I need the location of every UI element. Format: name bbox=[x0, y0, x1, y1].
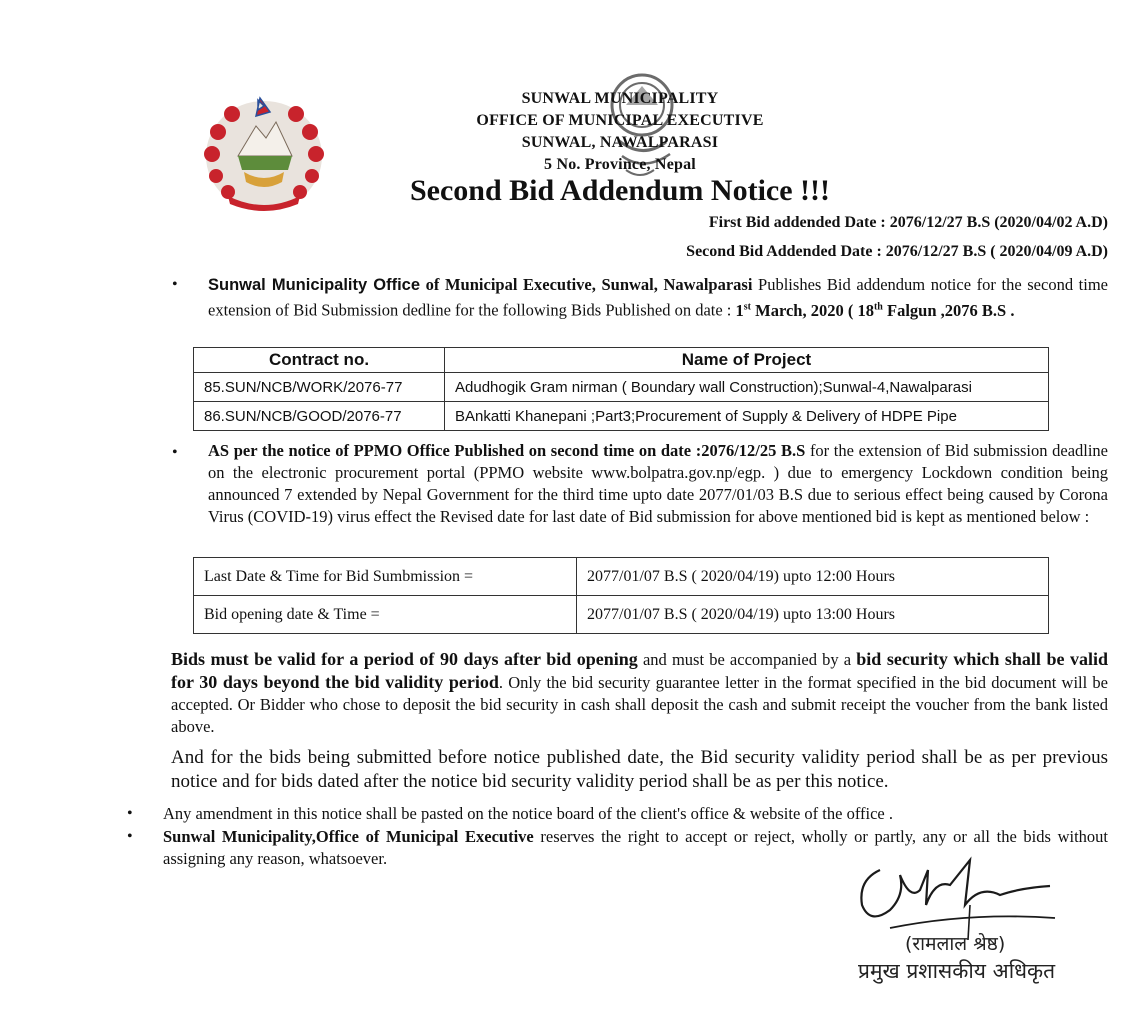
signatory-designation: प्रमुख प्रशासकीय अधिकृत bbox=[858, 959, 1056, 983]
notice-title: Second Bid Addendum Notice !!! bbox=[409, 174, 831, 207]
header-location: SUNWAL, NAWALPARASI bbox=[521, 134, 719, 151]
column-header-project-name: Name of Project bbox=[445, 348, 1049, 373]
table-row bbox=[194, 558, 1049, 596]
para-bid-addendum-intro: Sunwal Municipality Office of Municipal Executive, Sunwal, Nawalparasi Publishes Bid addendum notice for the second time extension of Bid Submission dedline for the following Bids Published on date : 1st March, 2020 ( 18th Falgun ,2076 B.S . bbox=[208, 275, 1109, 320]
para-amendment-notice: Any amendment in this notice shall be pasted on the notice board of the client's office & website of the office . bbox=[163, 804, 893, 823]
contracts-table bbox=[193, 347, 1049, 431]
deadline-value-cell: 2077/01/07 B.S ( 2020/04/19) upto 12:00 Hours bbox=[577, 558, 1049, 596]
table-row bbox=[194, 596, 1049, 634]
column-header-contract-no: Contract no. bbox=[194, 348, 445, 373]
table-header-row bbox=[194, 348, 1049, 373]
first-addended-date: First Bid addended Date : 2076/12/27 B.S (2020/04/02 A.D) bbox=[708, 214, 1108, 231]
deadline-table bbox=[193, 557, 1049, 634]
contract-no-cell: 85.SUN/NCB/WORK/2076-77 bbox=[194, 373, 445, 402]
contract-no-cell: 86.SUN/NCB/GOOD/2076-77 bbox=[194, 402, 445, 431]
bullet-dot: • bbox=[172, 276, 178, 293]
para-ppmo-notice: AS per the notice of PPMO Office Published on second time on date :2076/12/25 B.S for the extension of Bid submission deadline on the electronic procurement portal (PPMO website www.bolpatra.gov.np/egp. ) due to emergency Lockdown condition being announced 7 extended by Nepal Government for the third time upto date 2077/01/03 B.S due to serious effect being caused by Corona Virus (COVID-19) virus effect the Revised date for last date of Bid submission for above mentioned bid is kept as mentioned below : bbox=[208, 441, 1109, 526]
bullet-dot: • bbox=[127, 805, 133, 822]
para-reserves-right: Sunwal Municipality,Office of Municipal Executive reserves the right to accept or reject, wholly or partly, any or all the bids without assigning any reason, whatsoever. bbox=[163, 827, 1108, 868]
header-municipality-name: SUNWAL MUNICIPALITY bbox=[521, 90, 719, 107]
bullet-dot: • bbox=[127, 828, 133, 845]
header-office-name: OFFICE OF MUNICIPAL EXECUTIVE bbox=[476, 112, 764, 129]
nepal-emblem-logo bbox=[198, 92, 330, 214]
signatory-name: (रामलाल श्रेष्ठ) bbox=[905, 933, 1006, 955]
project-name-cell: Adudhogik Gram nirman ( Boundary wall Construction);Sunwal-4,Nawalparasi bbox=[445, 373, 1049, 402]
para-bid-validity: Bids must be valid for a period of 90 days after bid opening and must be accompanied by a bid security which shall be valid for 30 days beyond the bid validity period. Only the bid security guarantee letter in the format specified in the bid document will be accepted. Or Bidder who chose to deposit the bid security in cash shall deposit the cash and submit receipt the voucher from the bank listed above. bbox=[171, 649, 1108, 736]
bullet-dot: • bbox=[172, 444, 178, 461]
deadline-label-cell: Last Date & Time for Bid Sumbmission = bbox=[194, 558, 577, 596]
deadline-value-cell: 2077/01/07 B.S ( 2020/04/19) upto 13:00 Hours bbox=[577, 596, 1049, 634]
table-row bbox=[194, 402, 1049, 431]
project-name-cell: BAnkatti Khanepani ;Part3;Procurement of Supply & Delivery of HDPE Pipe bbox=[445, 402, 1049, 431]
para-security-validity: And for the bids being submitted before notice published date, the Bid security validity period shall be as per previous notice and for bids dated after the notice bid security validity period shall be as per this notice. bbox=[171, 747, 1108, 792]
table-row bbox=[194, 373, 1049, 402]
second-addended-date: Second Bid Addended Date : 2076/12/27 B.S ( 2020/04/09 A.D) bbox=[686, 243, 1108, 260]
header-province: 5 No. Province, Nepal bbox=[544, 156, 696, 173]
deadline-label-cell: Bid opening date & Time = bbox=[194, 596, 577, 634]
